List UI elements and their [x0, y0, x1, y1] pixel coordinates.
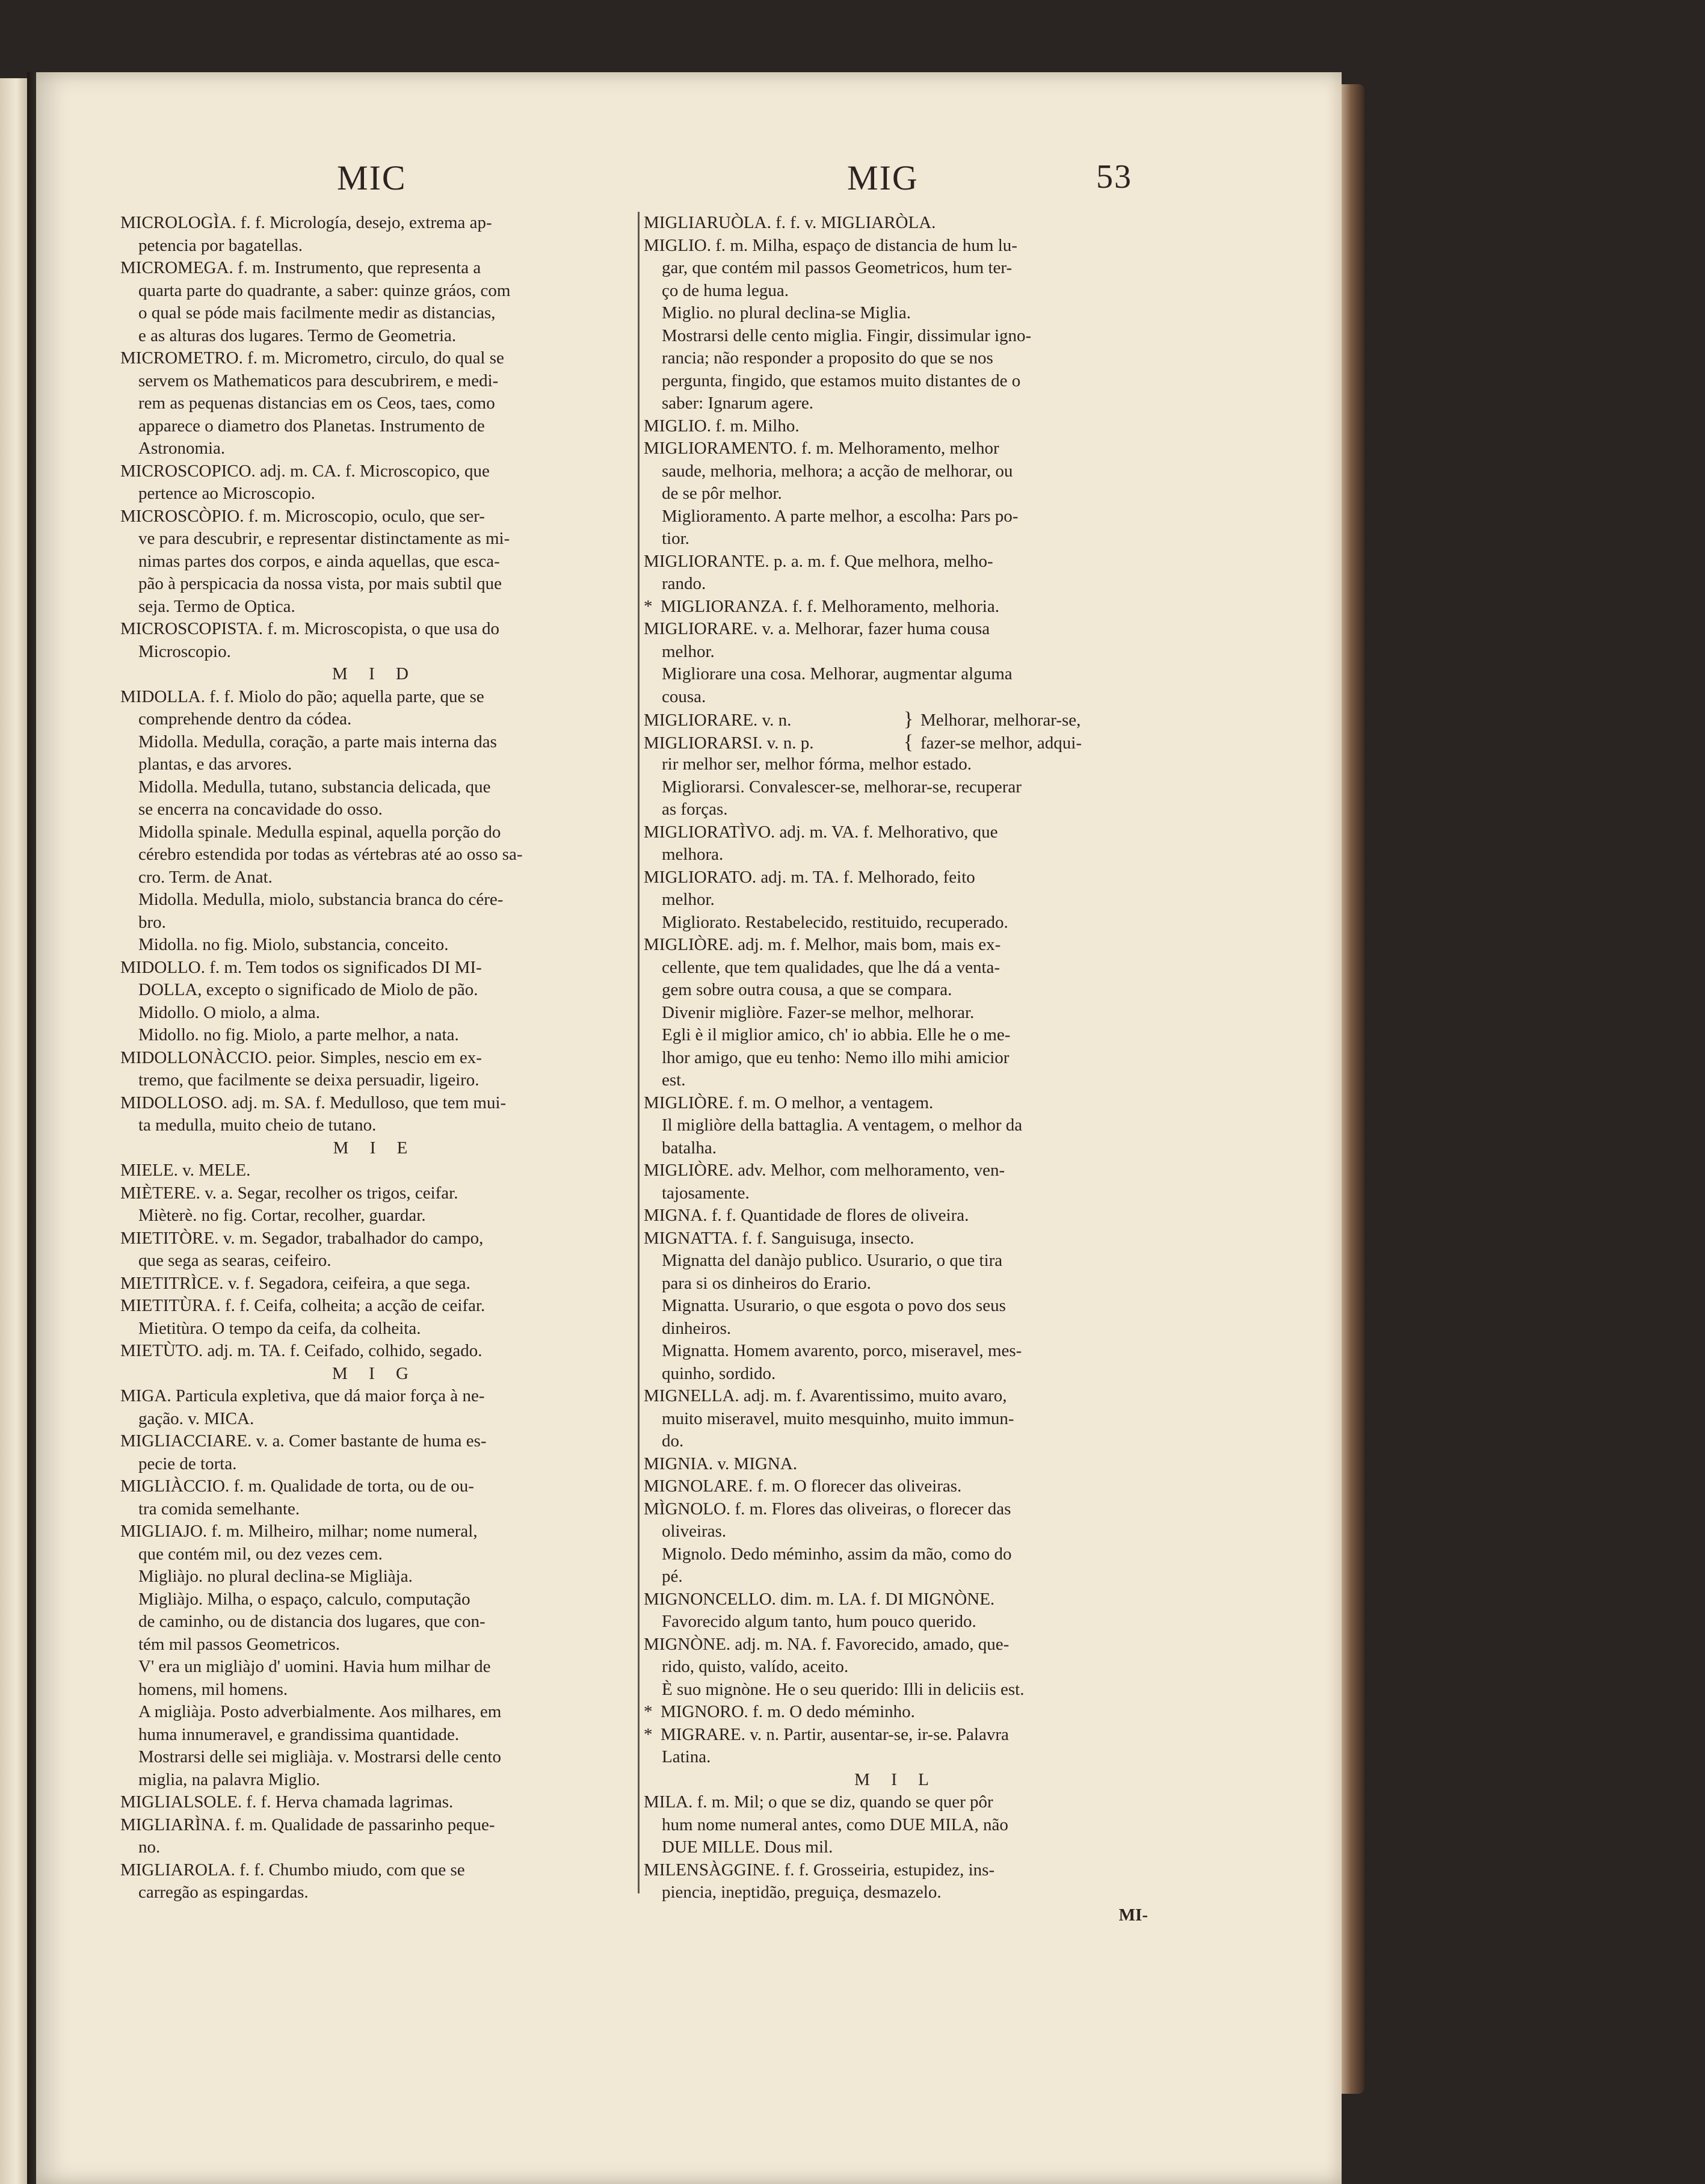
entry-line: Latina.: [662, 1747, 711, 1766]
entry-line: pão à perspicacia da nossa vista, por mais subtil que: [138, 574, 502, 593]
entry-line: MIGLIORARSI. v. n. p.: [644, 733, 814, 753]
entry-line: MIGRARE. v. n. Partir, ausentar-se, ir-se. Palavra: [661, 1724, 1009, 1744]
entry-line: ço de huma legua.: [662, 280, 789, 300]
entry-line: gação. v. MICA.: [138, 1408, 254, 1428]
entry-line: MICROMETRO. f. m. Micrometro, circulo, do qual se: [120, 348, 504, 368]
left-column: [120, 212, 629, 1904]
entry-line: saber: Ignarum agere.: [662, 393, 814, 413]
entry-line: que sega as searas, ceifeiro.: [138, 1251, 331, 1270]
entry-line: Midollo. no fig. Miolo, a parte melhor, a nata.: [138, 1025, 459, 1044]
entry-line: MIGNELLA. adj. m. f. Avarentissimo, muito avaro,: [644, 1386, 1007, 1405]
entry-line: as forças.: [662, 800, 728, 819]
entry-line: Egli è il miglior amico, ch' io abbia. Elle he o me-: [662, 1025, 1011, 1044]
brace-mark: }: [903, 708, 914, 730]
entry-line: hum nome numeral antes, como DUE MILA, não: [662, 1815, 1008, 1834]
entry-line: MIGLIACCIARE. v. a. Comer bastante de huma es-: [120, 1431, 487, 1451]
entry-line: melhor.: [662, 890, 715, 909]
entry-line: MIGLIORATÌVO. adj. m. VA. f. Melhorativo, que: [644, 822, 998, 842]
entry-line: e as alturas dos lugares. Termo de Geometria.: [138, 325, 457, 345]
entry-line: rem as pequenas distancias em os Ceos, taes, como: [138, 393, 495, 413]
entry-line: do.: [662, 1431, 684, 1451]
entry-line: MIGLIÒRE. adv. Melhor, com melhoramento, ven-: [644, 1161, 1005, 1180]
entry-line: MIGLIORANZA. f. f. Melhoramento, melhoria.: [661, 596, 999, 616]
entry-line: saude, melhoria, melhora; a acção de melhorar, ou: [662, 461, 1013, 481]
entry-line: MIELE. v. MELE.: [120, 1161, 251, 1180]
entry-line: Mignolo. Dedo méminho, assim da mão, como do: [662, 1544, 1012, 1564]
entry-line: Midolla spinale. Medulla espinal, aquella porção do: [138, 822, 501, 842]
entry-line: servem os Mathematicos para descubrirem, e medi-: [138, 371, 499, 390]
right-column: [644, 212, 1148, 1926]
entry-line: ta medulla, muito cheio de tutano.: [138, 1115, 377, 1135]
entry-line: Midollo. O miolo, a alma.: [138, 1002, 321, 1022]
entry-line: MIDOLLONÀCCIO. peior. Simples, nescio em ex-: [120, 1047, 482, 1067]
entry-line: MIGLIAROLA. f. f. Chumbo miudo, com que se: [120, 1860, 465, 1880]
entry-line: bro.: [138, 912, 166, 932]
entry-line: tra comida semelhante.: [138, 1499, 300, 1519]
entry-line: Migliàjo. no plural declina-se Migliàja.: [138, 1567, 413, 1586]
entry-line: apparece o diametro dos Planetas. Instrumento de: [138, 416, 485, 436]
entry-line: MIGLIÒRE. adj. m. f. Melhor, mais bom, mais ex-: [644, 935, 1001, 954]
entry-line: MIGNORO. f. m. O dedo méminho.: [661, 1702, 915, 1721]
entry-line: Midolla. Medulla, miolo, substancia branca do cére-: [138, 890, 504, 909]
entry-line: MICROSCOPISTA. f. m. Microscopista, o que usa do: [120, 619, 500, 638]
facing-page-edge: [0, 78, 27, 2184]
entry-line: MIGLIORARE. v. a. Melhorar, fazer huma cousa: [644, 619, 990, 638]
entry-line: gar, que contém mil passos Geometricos, hum ter-: [662, 258, 1013, 277]
entry-line: Favorecido algum tanto, hum pouco querido.: [662, 1612, 976, 1631]
entry-line: MIGNÒNE. adj. m. NA. f. Favorecido, amado, que-: [644, 1634, 1010, 1654]
entry-line: homens, mil homens.: [138, 1679, 288, 1699]
entry-line: MIGA. Particula expletiva, que dá maior força à ne-: [120, 1386, 485, 1405]
entry-line: rancia; não responder a proposito do que se nos: [662, 348, 993, 368]
entry-line: Migliorare una cosa. Melhorar, augmentar alguma: [662, 664, 1013, 683]
entry-line: MIGLIORANTE. p. a. m. f. Que melhora, melho-: [644, 551, 993, 571]
entry-line: rando.: [662, 574, 706, 593]
entry-line: MIGLIO. f. m. Milho.: [644, 416, 800, 436]
running-head-center: MIG: [847, 158, 919, 197]
entry-line: Migliorarsi. Convalescer-se, melhorar-se, recuperar: [662, 777, 1022, 797]
entry-line: MIGNATTA. f. f. Sanguisuga, insecto.: [644, 1228, 914, 1248]
entry-line: MIGLIORARE. v. n.: [644, 711, 792, 730]
entry-line: MIDOLLO. f. m. Tem todos os significados DI MI-: [120, 957, 482, 977]
entry-line: Astronomia.: [138, 439, 226, 458]
entry-line: MIDOLLOSO. adj. m. SA. f. Medulloso, que tem mui-: [120, 1093, 507, 1112]
entry-line: rir melhor ser, melhor fórma, melhor estado.: [662, 754, 972, 774]
brace-mark: {: [903, 730, 914, 753]
entry-line: Midolla. no fig. Miolo, substancia, conceito.: [138, 935, 449, 954]
entry-line: cousa.: [662, 686, 706, 706]
entry-line: A migliàja. Posto adverbialmente. Aos milhares, em: [138, 1702, 502, 1721]
entry-line: ve para descubrir, e representar distinctamente as mi-: [138, 529, 510, 548]
entry-line: MIGLIORAMENTO. f. m. Melhoramento, melhor: [644, 439, 999, 458]
entry-line: gem sobre outra cousa, a que se compara.: [662, 980, 952, 999]
entry-line: piencia, ineptidão, preguiça, desmazelo.: [662, 1883, 942, 1902]
entry-line: tajosamente.: [662, 1183, 750, 1203]
entry-line: MIETITÒRE. v. m. Segador, trabalhador do campo,: [120, 1228, 484, 1248]
entry-line: o qual se póde mais facilmente medir as distancias,: [138, 303, 496, 322]
entry-line: est.: [662, 1070, 686, 1090]
entry-line: MIGNOLARE. f. m. O florecer das oliveiras.: [644, 1476, 962, 1496]
entry-line: MIGNIA. v. MIGNA.: [644, 1454, 798, 1473]
entry-line: melhora.: [662, 845, 724, 864]
entry-line: MÌGNOLO. f. m. Flores das oliveiras, o florecer das: [644, 1499, 1011, 1519]
asterisk-mark: *: [644, 1702, 653, 1721]
entry-line: Mignatta. Usurario, o que esgota o povo dos seus: [662, 1296, 1006, 1315]
entry-line: MIGLIO. f. m. Milha, espaço de distancia de hum lu-: [644, 235, 1017, 255]
entry-line: melhor.: [662, 641, 715, 661]
entry-line: cro. Term. de Anat.: [138, 867, 273, 887]
entry-line: MIGNA. f. f. Quantidade de flores de oliveira.: [644, 1206, 969, 1225]
entry-line: MIÈTERE. v. a. Segar, recolher os trigos, ceifar.: [120, 1183, 458, 1203]
entry-line: muito miseravel, muito mesquinho, muito immun-: [662, 1408, 1014, 1428]
entry-line: MIETITRÌCE. v. f. Segadora, ceifeira, a que sega.: [120, 1273, 470, 1293]
entry-line: Il migliòre della battaglia. A ventagem, o melhor da: [662, 1115, 1023, 1135]
entry-line: para si os dinheiros do Erario.: [662, 1273, 871, 1293]
entry-line: MIGLIALSOLE. f. f. Herva chamada lagrimas.: [120, 1792, 454, 1812]
entry-line: Mietitùra. O tempo da ceifa, da colheita.: [138, 1318, 421, 1338]
entry-line: MIGNONCELLO. dim. m. LA. f. DI MIGNÒNE.: [644, 1589, 995, 1609]
page-stack-edge: [1342, 84, 1364, 2094]
entry-line: È suo mignòne. He o seu querido: Illi in deliciis est.: [662, 1679, 1025, 1699]
entry-line: de se pôr melhor.: [662, 484, 782, 503]
entry-line: Microscopio.: [138, 641, 231, 661]
entry-line: Midolla. Medulla, coração, a parte mais interna das: [138, 732, 497, 751]
entry-line: petencia por bagatellas.: [138, 235, 303, 255]
entry-line: pé.: [662, 1567, 683, 1586]
entry-line: de caminho, ou de distancia dos lugares, que con-: [138, 1612, 486, 1631]
entry-line: MICROLOGÌA. f. f. Micrología, desejo, extrema ap-: [120, 213, 492, 232]
entry-line: rido, quisto, valído, aceito.: [662, 1657, 849, 1676]
page-number: 53: [1096, 158, 1132, 196]
entry-line: miglia, na palavra Miglio.: [138, 1769, 321, 1789]
entry-line: Miglio. no plural declina-se Miglia.: [662, 303, 911, 322]
entry-line: V' era un migliàjo d' uomini. Havia hum milhar de: [138, 1657, 491, 1676]
entry-line: se encerra na concavidade do osso.: [138, 800, 383, 819]
entry-line: MIGLIÀCCIO. f. m. Qualidade de torta, ou de ou-: [120, 1476, 474, 1496]
entry-line: MIGLIARÌNA. f. m. Qualidade de passarinho peque-: [120, 1815, 495, 1834]
entry-line: cellente, que tem qualidades, que lhe dá a venta-: [662, 957, 1000, 977]
entry-line: quinho, sordido.: [662, 1363, 776, 1383]
entry-line: MILENSÀGGINE. f. f. Grosseiria, estupidez, ins-: [644, 1860, 995, 1880]
entry-line: DUE MILLE. Dous mil.: [662, 1837, 833, 1857]
entry-line: MILA. f. m. Mil; o que se diz, quando se quer pôr: [644, 1792, 993, 1812]
section-heading: M I E: [333, 1138, 416, 1158]
entry-line: MIETITÙRA. f. f. Ceifa, colheita; a acção de ceifar.: [120, 1296, 486, 1315]
entry-line: seja. Termo de Optica.: [138, 596, 295, 616]
section-heading: M I G: [332, 1363, 417, 1383]
entry-line: Divenir migliòre. Fazer-se melhor, melhorar.: [662, 1002, 975, 1022]
entry-line: tior.: [662, 529, 689, 548]
entry-line: Miglioramento. A parte melhor, a escolha: Pars po-: [662, 506, 1019, 526]
entry-line: pergunta, fingido, que estamos muito distantes de o: [662, 371, 1021, 390]
entry-line: quarta parte do quadrante, a saber: quinze gráos, com: [138, 280, 511, 300]
entry-line: dinheiros.: [662, 1318, 732, 1338]
section-heading: M I D: [332, 664, 417, 683]
entry-line: Mostrarsi delle sei migliàja. v. Mostrarsi delle cento: [138, 1747, 501, 1766]
entry-line: MIDOLLA. f. f. Miolo do pão; aquella parte, que se: [120, 686, 484, 706]
catchword: MI-: [1118, 1905, 1148, 1925]
entry-line: MIETÙTO. adj. m. TA. f. Ceifado, colhido, segado.: [120, 1341, 483, 1360]
entry-line: pecie de torta.: [138, 1454, 237, 1473]
entry-line: que contém mil, ou dez vezes cem.: [138, 1544, 383, 1564]
entry-line: Migliorato. Restabelecido, restituido, recuperado.: [662, 912, 1008, 932]
asterisk-mark: *: [644, 1724, 653, 1744]
entry-line: Mostrarsi delle cento miglia. Fingir, dissimular igno-: [662, 325, 1032, 345]
entry-line: nimas partes dos corpos, e ainda aquellas, que esca-: [138, 551, 500, 571]
entry-line: Mignatta. Homem avarento, porco, miseravel, mes-: [662, 1341, 1022, 1360]
entry-line: MIGLIÒRE. f. m. O melhor, a ventagem.: [644, 1093, 934, 1112]
entry-line: MIGLIARUÒLA. f. f. v. MIGLIARÒLA.: [644, 213, 936, 232]
entry-line: Mignatta del danàjo publico. Usurario, o que tira: [662, 1251, 1003, 1270]
entry-line: tém mil passos Geometricos.: [138, 1634, 341, 1654]
entry-line: batalha.: [662, 1138, 717, 1158]
brace-text: Melhorar, melhorar-se,: [920, 711, 1081, 730]
entry-line: MICROSCÒPIO. f. m. Microscopio, oculo, que ser-: [120, 506, 485, 526]
entry-line: MIGLIAJO. f. m. Milheiro, milhar; nome numeral,: [120, 1522, 478, 1541]
entry-line: pertence ao Microscopio.: [138, 484, 315, 503]
entry-line: carregão as espingardas.: [138, 1883, 309, 1902]
running-head-left: MIC: [337, 158, 407, 197]
entry-line: tremo, que facilmente se deixa persuadir, ligeiro.: [138, 1070, 479, 1090]
entry-line: MICROMEGA. f. m. Instrumento, que representa a: [120, 258, 481, 277]
entry-line: no.: [138, 1837, 161, 1857]
entry-line: comprehende dentro da códea.: [138, 709, 352, 729]
entry-line: Midolla. Medulla, tutano, substancia delicada, que: [138, 777, 491, 797]
entry-line: plantas, e das arvores.: [138, 754, 292, 774]
section-heading: M I L: [854, 1769, 937, 1789]
entry-line: MIGLIORATO. adj. m. TA. f. Melhorado, feito: [644, 867, 975, 887]
entry-line: Mièterè. no fig. Cortar, recolher, guardar.: [138, 1206, 426, 1225]
entry-line: MICROSCOPICO. adj. m. CA. f. Microscopico, que: [120, 461, 490, 481]
entry-line: huma innumeravel, e grandissima quantidade.: [138, 1724, 460, 1744]
brace-text: fazer-se melhor, adqui-: [920, 733, 1082, 753]
entry-line: lhor amigo, que eu tenho: Nemo illo mihi amicior: [662, 1047, 1010, 1067]
column-rule: [638, 212, 640, 1893]
entry-line: DOLLA, excepto o significado de Miolo de pão.: [138, 980, 478, 999]
entry-line: oliveiras.: [662, 1522, 727, 1541]
asterisk-mark: *: [644, 596, 653, 616]
entry-line: cérebro estendida por todas as vértebras até ao osso sa-: [138, 845, 523, 864]
entry-line: Migliàjo. Milha, o espaço, calculo, computação: [138, 1589, 470, 1609]
